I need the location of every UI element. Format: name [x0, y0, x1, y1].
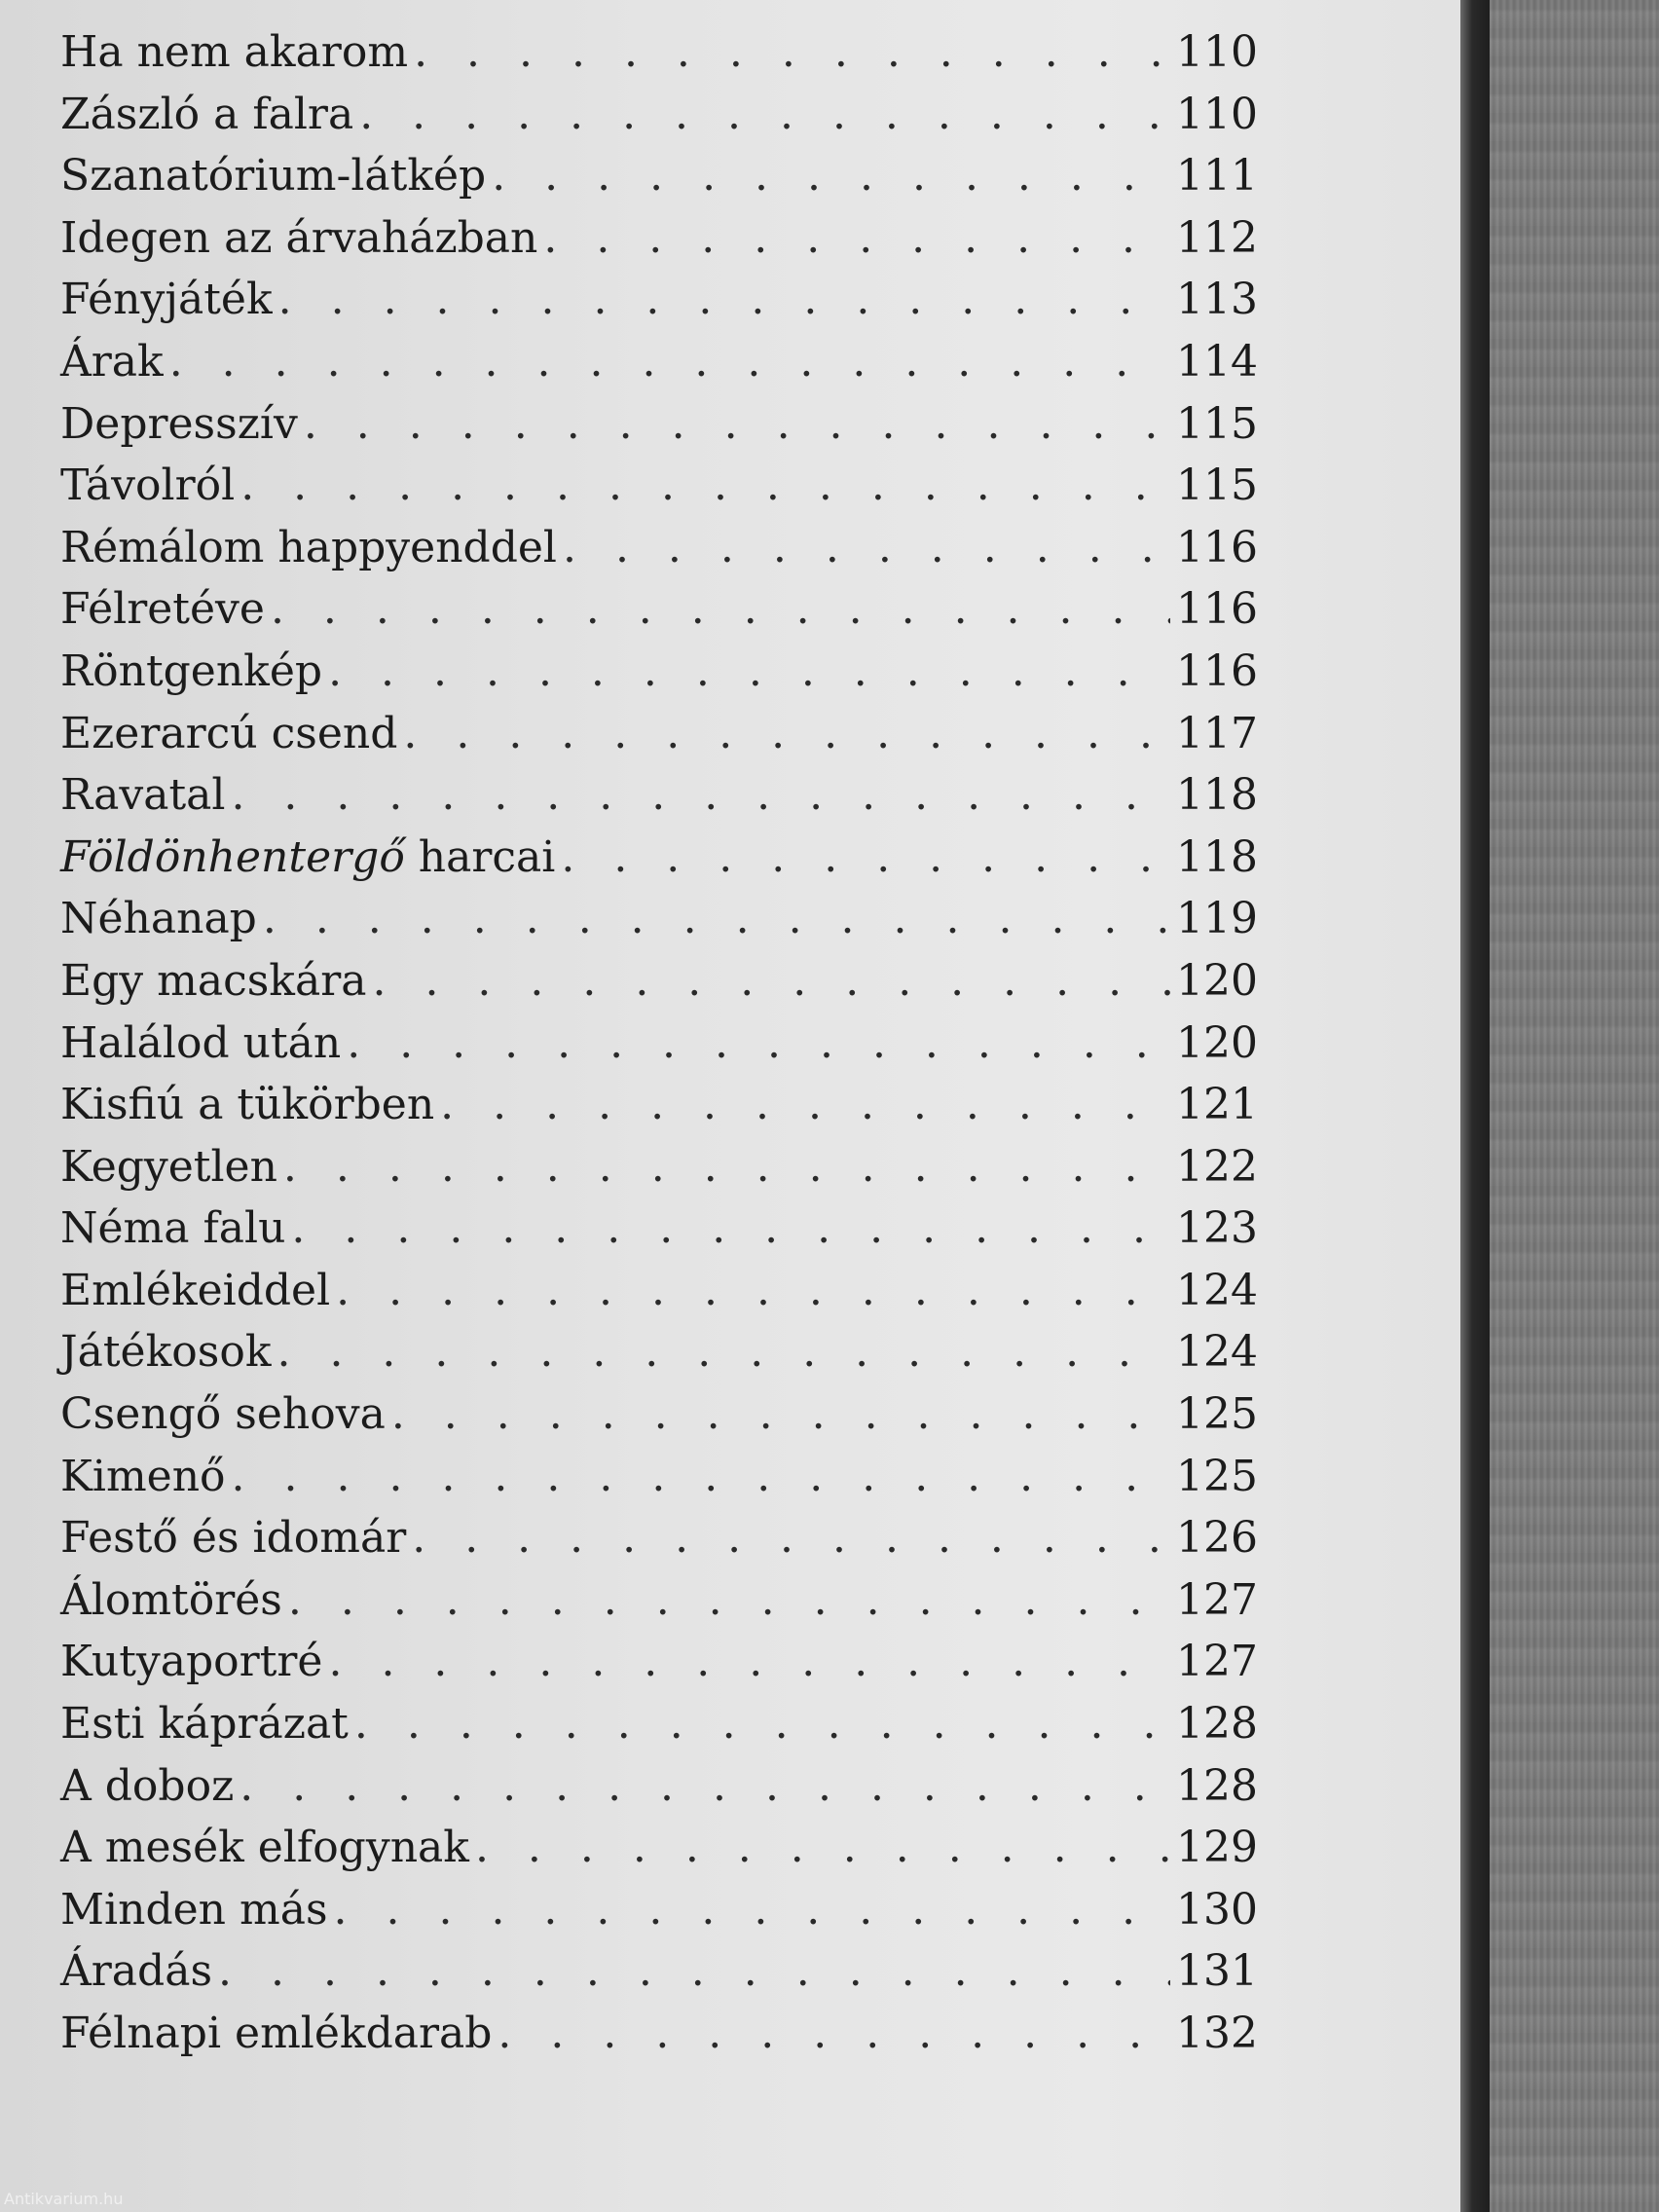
dot-leader	[347, 1018, 1170, 1068]
toc-entry-page-number: 120	[1176, 1017, 1258, 1068]
toc-entry-title: A mesék elfogynak	[60, 1823, 469, 1873]
toc-entry-title: Ezerarcú csend	[60, 708, 398, 758]
toc-entry-title-italic: Földönhentergő	[60, 831, 405, 882]
toc-entry-title: Árak	[60, 336, 164, 387]
toc-entry-page-number: 111	[1176, 151, 1258, 202]
toc-entry	[60, 27, 1258, 90]
toc-entry	[60, 1389, 1258, 1452]
dot-leader	[218, 1946, 1170, 1996]
dot-leader	[240, 461, 1170, 510]
toc-entry-page-number: 116	[1176, 645, 1258, 696]
toc-entry-title: Halálod után	[60, 1017, 342, 1068]
toc-entry-page-number: 120	[1176, 955, 1258, 1006]
toc-entry-title	[60, 832, 555, 882]
dot-leader	[412, 1513, 1170, 1563]
toc-entry-page-number: 121	[1176, 1080, 1258, 1130]
toc-entry-title: Rémálom happyenddel	[60, 522, 557, 572]
toc-entry-title: Játékosok	[60, 1327, 272, 1378]
toc-entry	[60, 523, 1258, 585]
dot-leader	[278, 275, 1170, 324]
toc-entry	[60, 1699, 1258, 1761]
toc-entry	[60, 1575, 1258, 1638]
toc-entry-page-number: 124	[1176, 1265, 1258, 1315]
dot-leader	[283, 1142, 1170, 1192]
toc-entry-title: Néhanap	[60, 894, 257, 944]
toc-entry-title: Kisfiú a tükörben	[60, 1080, 435, 1130]
toc-entry-title: Kutyaportré	[60, 1637, 323, 1687]
toc-entry	[60, 2009, 1258, 2071]
toc-entry-page-number: 125	[1176, 1389, 1258, 1440]
toc-entry	[60, 956, 1258, 1018]
dot-leader	[391, 1389, 1170, 1439]
dot-leader	[288, 1575, 1170, 1625]
toc-entry	[60, 770, 1258, 832]
toc-entry-page-number: 129	[1176, 1823, 1258, 1873]
toc-entry-page-number: 128	[1176, 1699, 1258, 1750]
dot-leader	[328, 1637, 1170, 1686]
toc-entry-page-number: 125	[1176, 1451, 1258, 1501]
toc-entry-title-rest: harcai	[404, 831, 556, 882]
dot-leader	[328, 646, 1170, 696]
toc-entry-title: Emlékeiddel	[60, 1265, 331, 1315]
book-cover-edge	[1460, 0, 1490, 2212]
toc-entry	[60, 1203, 1258, 1266]
toc-entry-page-number: 122	[1176, 1141, 1258, 1192]
toc-entry	[60, 1885, 1258, 1947]
dot-leader	[271, 584, 1170, 634]
dot-leader	[475, 1823, 1170, 1872]
toc-entry	[60, 1637, 1258, 1699]
toc-entry-page-number: 126	[1176, 1513, 1258, 1564]
toc-entry-page-number: 118	[1176, 831, 1258, 882]
toc-entry-page-number: 116	[1176, 584, 1258, 635]
toc-entry	[60, 646, 1258, 709]
toc-entry-title: Fényjáték	[60, 275, 273, 325]
toc-entry	[60, 584, 1258, 646]
dot-leader	[276, 1327, 1170, 1377]
dot-leader	[291, 1203, 1170, 1253]
watermark: Antikvarium.hu	[4, 2190, 124, 2208]
toc-entry-page-number: 112	[1176, 212, 1258, 263]
toc-entry-page-number: 118	[1176, 770, 1258, 821]
dot-leader	[334, 1885, 1170, 1935]
dot-leader	[232, 1452, 1170, 1501]
toc-entry	[60, 151, 1258, 213]
toc-entry-title: Félretéve	[60, 584, 265, 635]
toc-entry	[60, 90, 1258, 152]
toc-entry	[60, 213, 1258, 276]
toc-entry-page-number: 130	[1176, 1884, 1258, 1935]
toc-entry-title: Szanatórium-látkép	[60, 151, 487, 202]
dot-leader	[336, 1266, 1170, 1315]
toc-entry-title: Félnapi emlékdarab	[60, 2009, 493, 2058]
toc-entry-title: Álomtörés	[60, 1574, 282, 1625]
dot-leader	[563, 523, 1170, 572]
toc-entry-title: Minden más	[60, 1884, 328, 1935]
toc-entry	[60, 1080, 1258, 1142]
toc-entry-page-number: 119	[1176, 894, 1258, 944]
dot-leader	[498, 2009, 1170, 2058]
toc-entry	[60, 832, 1258, 895]
toc-entry-page-number: 114	[1176, 336, 1258, 387]
toc-entry-page-number: 127	[1176, 1574, 1258, 1625]
toc-entry-page-number: 113	[1176, 275, 1258, 325]
toc-entry-title: Zászló a falra	[60, 89, 354, 139]
toc-entry-title: Távolról	[60, 461, 236, 511]
dot-leader	[169, 337, 1170, 387]
toc-entry	[60, 1946, 1258, 2009]
toc-entry-title: Kegyetlen	[60, 1141, 277, 1192]
dot-leader	[304, 399, 1170, 449]
toc-entry-page-number: 115	[1176, 398, 1258, 449]
dot-leader	[231, 770, 1170, 820]
wood-surface	[1490, 0, 1659, 2212]
table-of-contents	[60, 27, 1258, 2071]
toc-entry	[60, 399, 1258, 461]
toc-entry	[60, 894, 1258, 956]
dot-leader	[263, 894, 1170, 943]
dot-leader	[440, 1080, 1170, 1129]
toc-entry-title: Csengő sehova	[60, 1389, 386, 1440]
toc-entry-page-number: 131	[1176, 1946, 1258, 1997]
toc-entry	[60, 709, 1258, 771]
toc-entry-title: Esti káprázat	[60, 1699, 349, 1750]
dot-leader	[543, 213, 1170, 263]
toc-entry-title: Ha nem akarom	[60, 27, 409, 77]
dot-leader	[240, 1761, 1170, 1811]
toc-entry	[60, 1018, 1258, 1081]
toc-entry-page-number: 128	[1176, 1760, 1258, 1811]
dot-leader	[372, 956, 1170, 1006]
toc-entry-page-number: 123	[1176, 1203, 1258, 1254]
toc-entry	[60, 1452, 1258, 1514]
toc-entry-page-number: 110	[1176, 27, 1258, 77]
toc-entry-page-number: 127	[1176, 1637, 1258, 1687]
toc-entry	[60, 1142, 1258, 1204]
toc-entry-page-number: 132	[1176, 2009, 1258, 2058]
dot-leader	[359, 90, 1170, 139]
toc-entry-title: Festő és idomár	[60, 1513, 407, 1564]
toc-entry-page-number: 124	[1176, 1327, 1258, 1378]
toc-entry	[60, 461, 1258, 523]
toc-entry-title: Depresszív	[60, 398, 298, 449]
toc-entry-title: Áradás	[60, 1946, 213, 1997]
toc-entry	[60, 1823, 1258, 1885]
toc-entry-title: Néma falu	[60, 1203, 286, 1254]
toc-entry-title: A doboz	[60, 1760, 235, 1811]
toc-entry	[60, 1327, 1258, 1389]
toc-entry	[60, 337, 1258, 399]
toc-entry-title: Ravatal	[60, 770, 226, 821]
toc-entry-page-number: 110	[1176, 89, 1258, 139]
toc-entry-page-number: 115	[1176, 461, 1258, 511]
toc-entry-page-number: 116	[1176, 522, 1258, 572]
toc-entry	[60, 1761, 1258, 1824]
toc-entry	[60, 1266, 1258, 1328]
dot-leader	[492, 151, 1170, 201]
toc-entry-title: Egy macskára	[60, 955, 367, 1006]
toc-entry	[60, 1513, 1258, 1575]
dot-leader	[354, 1699, 1170, 1749]
dot-leader	[561, 832, 1170, 882]
toc-entry-title: Röntgenkép	[60, 645, 323, 696]
toc-entry-page-number: 117	[1176, 708, 1258, 758]
toc-entry-title: Idegen az árvaházban	[60, 212, 538, 263]
toc-entry-title: Kimenő	[60, 1451, 226, 1501]
dot-leader	[403, 709, 1170, 758]
dot-leader	[414, 27, 1170, 77]
toc-entry	[60, 275, 1258, 337]
